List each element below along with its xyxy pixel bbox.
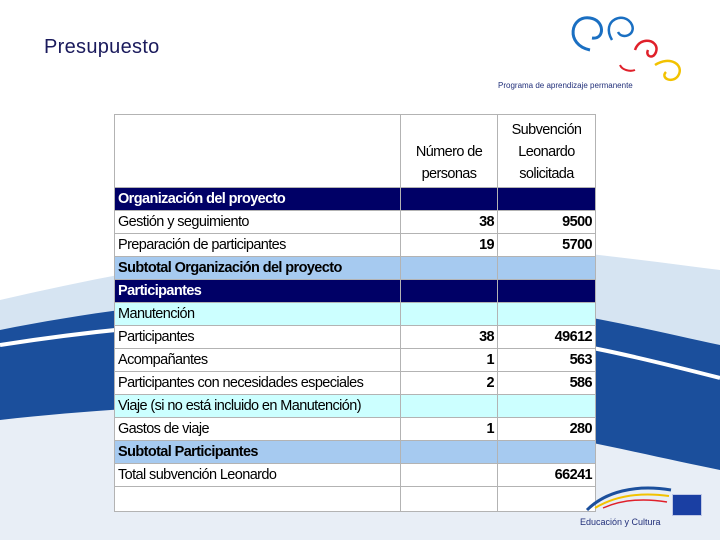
table-row xyxy=(115,464,596,487)
table-row xyxy=(115,234,596,257)
row-amount xyxy=(498,487,596,512)
row-amount xyxy=(498,257,596,280)
row-persons xyxy=(401,464,498,487)
education-swoosh-icon xyxy=(585,472,673,516)
row-label: Participantes con necesidades especiales xyxy=(115,372,401,395)
row-amount: 586 xyxy=(498,372,596,395)
row-label: Gastos de viaje xyxy=(115,418,401,441)
row-label: Subtotal Organización del proyecto xyxy=(115,257,401,280)
table-row xyxy=(115,418,596,441)
budget-table xyxy=(114,114,596,512)
row-label: Participantes xyxy=(115,326,401,349)
row-label: Manutención xyxy=(115,303,401,326)
table-row xyxy=(115,372,596,395)
row-label: Preparación de participantes xyxy=(115,234,401,257)
table-row xyxy=(115,257,596,280)
row-label: Acompañantes xyxy=(115,349,401,372)
row-label: Organización del proyecto xyxy=(115,188,401,211)
header-cell-persons: Número de personas xyxy=(401,115,498,188)
row-persons xyxy=(401,487,498,512)
row-amount: 563 xyxy=(498,349,596,372)
row-persons xyxy=(401,188,498,211)
row-amount: 9500 xyxy=(498,211,596,234)
row-amount: 66241 xyxy=(498,464,596,487)
budget-rows xyxy=(115,188,596,512)
row-amount xyxy=(498,188,596,211)
row-persons xyxy=(401,303,498,326)
row-label: Participantes xyxy=(115,280,401,303)
table-row xyxy=(115,211,596,234)
row-persons xyxy=(401,257,498,280)
table-row xyxy=(115,349,596,372)
row-persons xyxy=(401,280,498,303)
row-persons xyxy=(401,395,498,418)
row-amount xyxy=(498,303,596,326)
program-caption: Programa de aprendizaje permanente xyxy=(498,81,633,90)
row-amount: 49612 xyxy=(498,326,596,349)
table-row xyxy=(115,303,596,326)
row-label: Total subvención Leonardo xyxy=(115,464,401,487)
table-row xyxy=(115,280,596,303)
row-amount xyxy=(498,280,596,303)
row-label: Gestión y seguimiento xyxy=(115,211,401,234)
row-persons: 38 xyxy=(401,326,498,349)
header-cell-concept xyxy=(115,115,401,188)
header-cell-grant: Subvención Leonardo solicitada xyxy=(498,115,596,188)
row-amount: 280 xyxy=(498,418,596,441)
row-persons: 19 xyxy=(401,234,498,257)
eu-flag-icon xyxy=(672,494,702,516)
row-amount xyxy=(498,395,596,418)
row-label xyxy=(115,487,401,512)
lifelong-learning-logo-icon xyxy=(560,10,690,90)
row-persons: 38 xyxy=(401,211,498,234)
row-persons: 1 xyxy=(401,349,498,372)
table-row xyxy=(115,395,596,418)
table-header-row xyxy=(115,115,596,188)
row-amount xyxy=(498,441,596,464)
row-amount: 5700 xyxy=(498,234,596,257)
row-persons xyxy=(401,441,498,464)
table-row xyxy=(115,188,596,211)
table-row xyxy=(115,326,596,349)
row-persons: 1 xyxy=(401,418,498,441)
row-label: Viaje (si no está incluido en Manutención) xyxy=(115,395,401,418)
slide-title: Presupuesto xyxy=(44,36,160,58)
education-culture-label: Educación y Cultura xyxy=(580,517,661,527)
row-label: Subtotal Participantes xyxy=(115,441,401,464)
table-row xyxy=(115,487,596,512)
row-persons: 2 xyxy=(401,372,498,395)
table-row xyxy=(115,441,596,464)
